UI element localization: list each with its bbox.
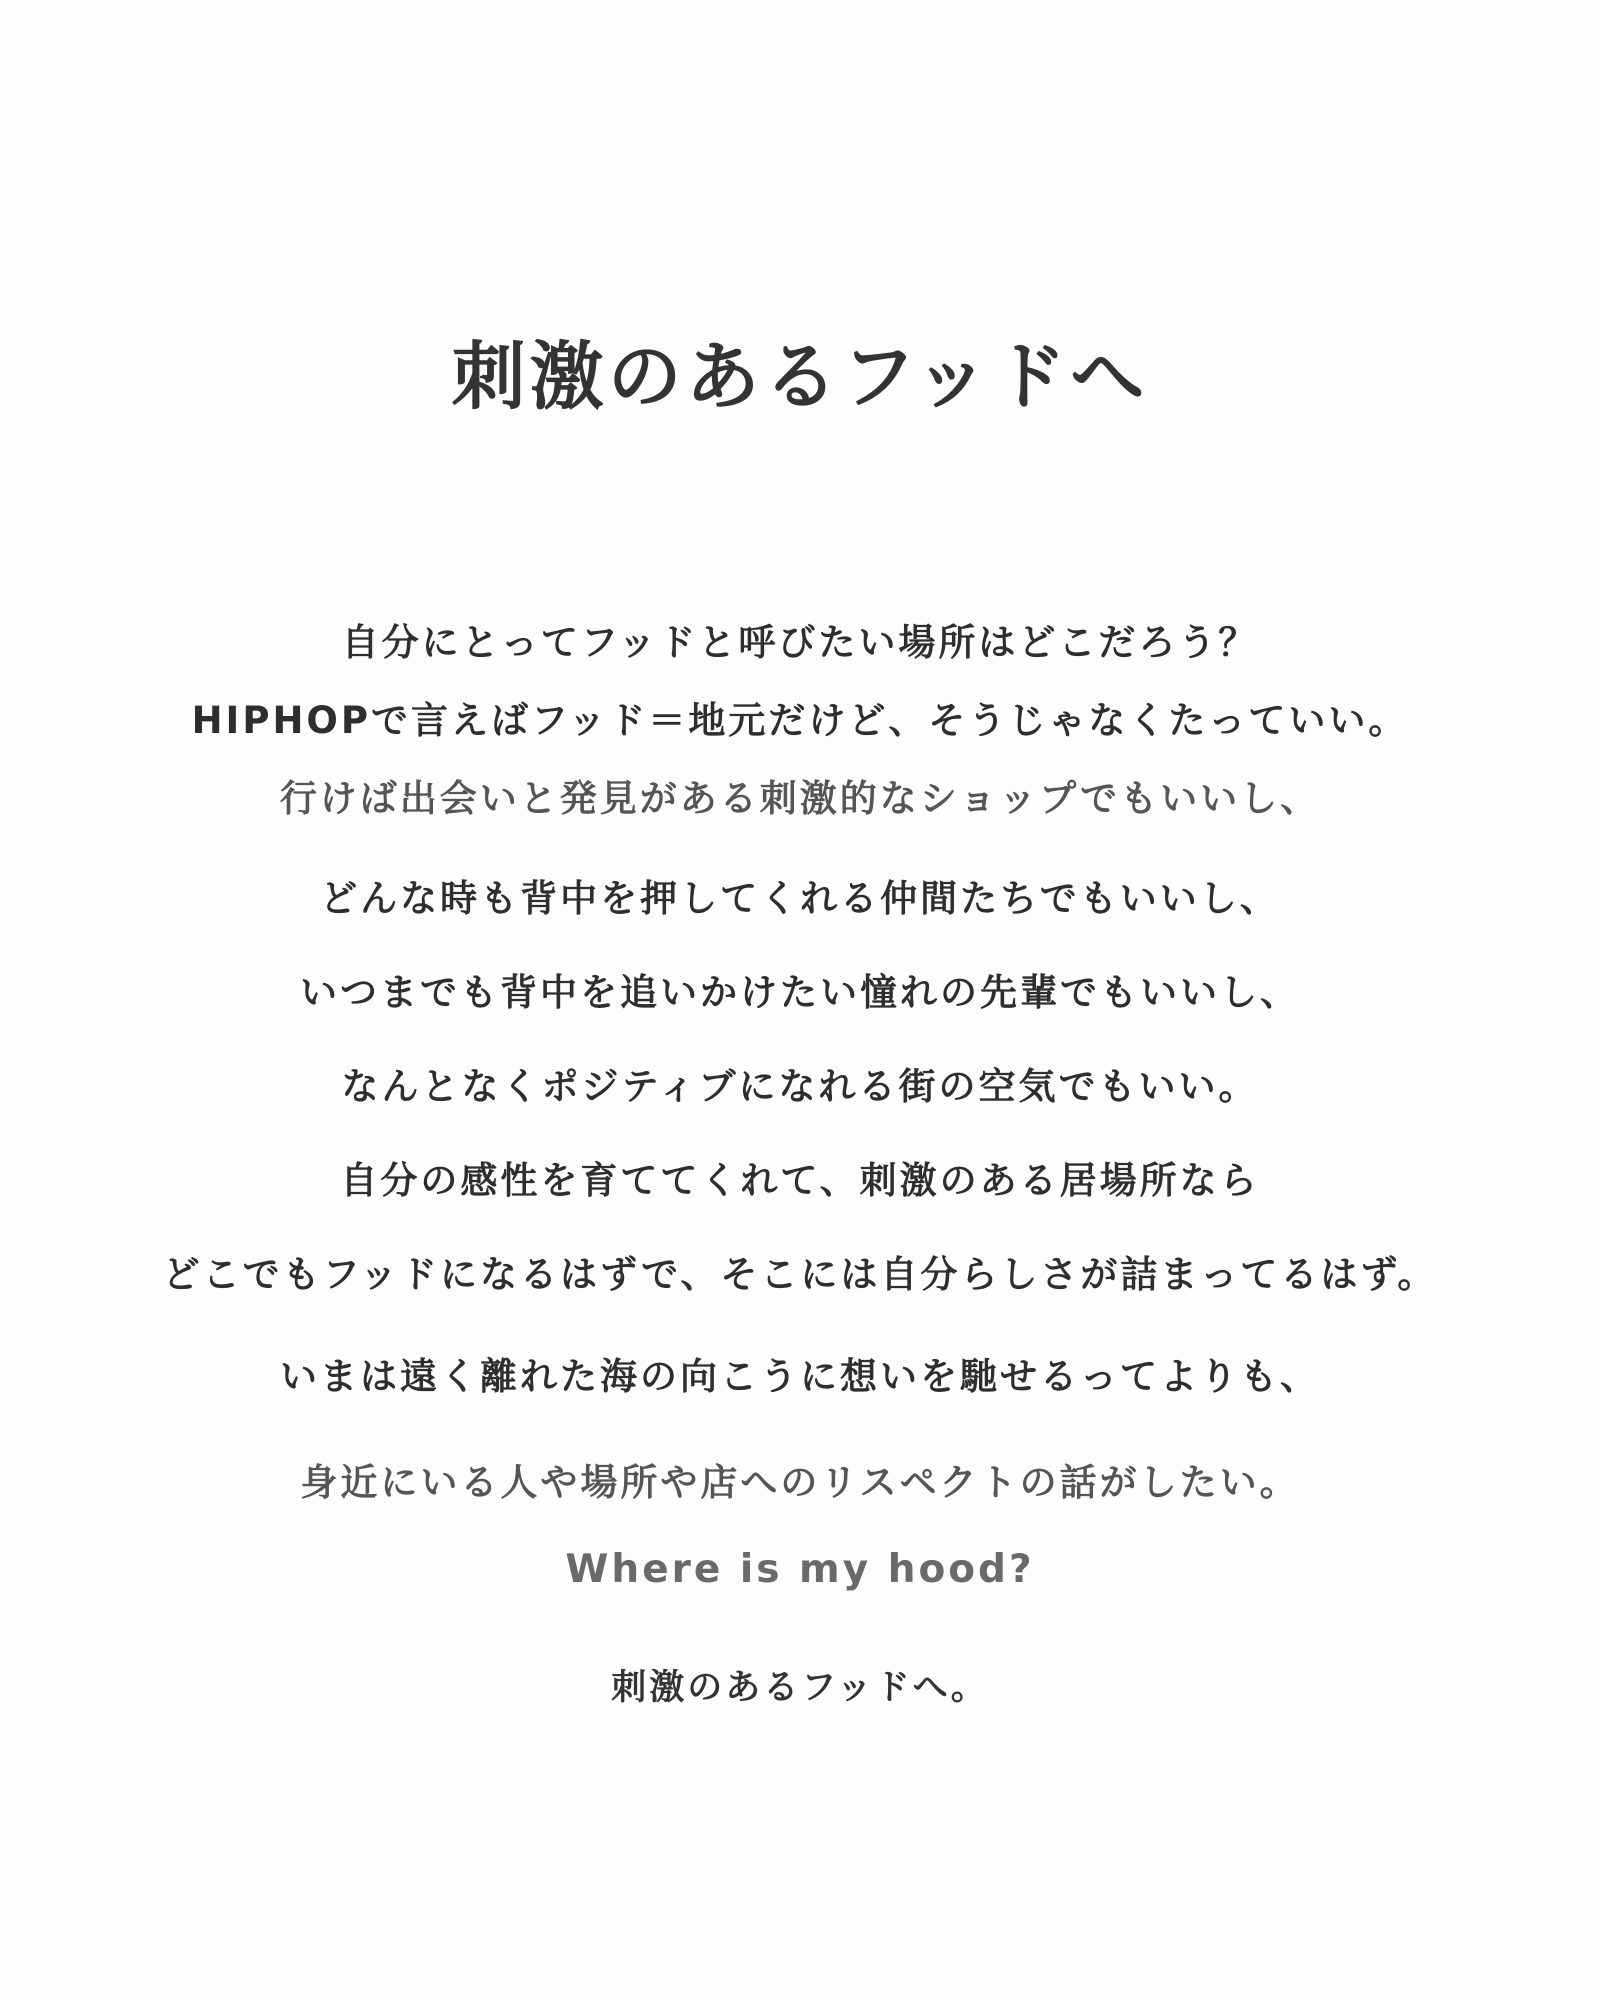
body-line-10: 身近にいる人や場所や店へのリスペクトの話がしたい。 [300, 1461, 1300, 1504]
body-line-4: どんな時も背中を押してくれる仲間たちでもいいし、 [320, 877, 1280, 920]
body-line-2: HIPHOPで言えばフッド＝地元だけど、そうじゃなくたっていい。 [191, 699, 1409, 742]
body-line-3: 行けば出会いと発見がある刺激的なショップでもいいし、 [279, 777, 1321, 820]
closing-line: 刺激のあるフッドへ。 [611, 1668, 989, 1708]
body-line-6: なんとなくポジティブになれる街の空気でもいい。 [341, 1065, 1259, 1108]
body-line-7: 自分の感性を育ててくれて、刺激のある居場所なら [340, 1159, 1260, 1202]
page-title: 刺激のあるフッドへ [451, 334, 1149, 420]
body-line-9: いまは遠く離れた海の向こうに想いを馳せるってよりも、 [280, 1355, 1320, 1398]
english-tagline: Where is my hood? [565, 1547, 1035, 1592]
body-line-5: いつまでも背中を追いかけたい憧れの先輩でもいいし、 [300, 971, 1300, 1014]
body-line-1: 自分にとってフッドと呼びたい場所はどこだろう？ [341, 621, 1259, 664]
body-line-8: どこでもフッドになるはずで、そこには自分らしさが詰まってるはず。 [162, 1253, 1438, 1296]
